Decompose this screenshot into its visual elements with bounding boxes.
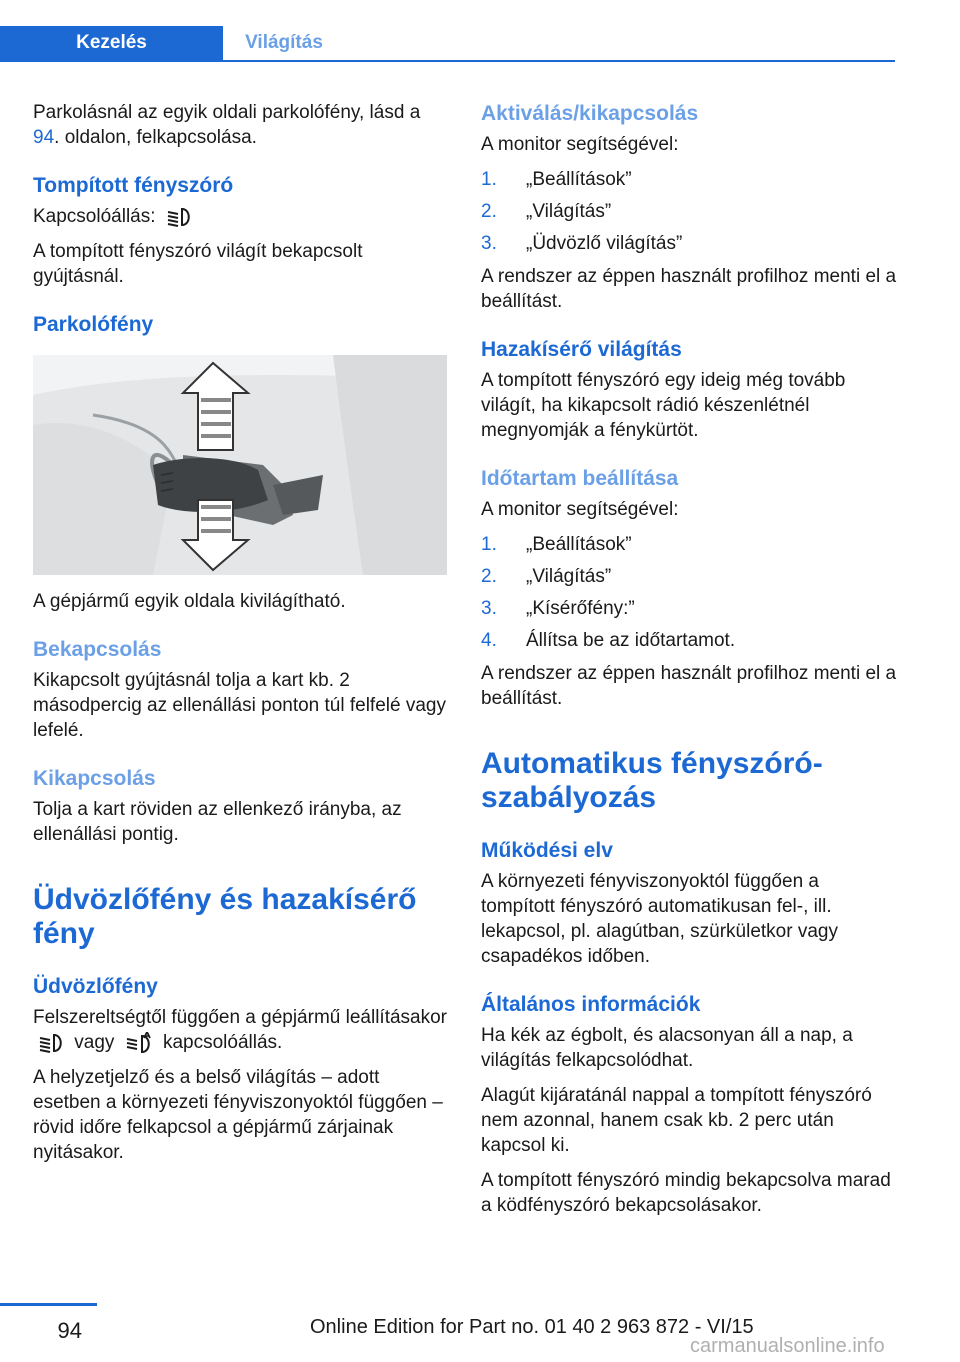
bekapcsolas-heading: Bekapcsolás [33, 638, 162, 661]
tab-kezeles[interactable]: Kezelés [0, 26, 223, 60]
idotartam-note: A rendszer az éppen használt profilhoz menti el a beállítást. [481, 663, 897, 709]
automatic-headlight-icon [124, 1032, 154, 1054]
aktivalas-note: A rendszer az éppen használt profilhoz menti el a beállítást. [481, 266, 897, 312]
edition-text: Online Edition for Part no. 01 40 2 963 872 - VI/15 [310, 1316, 754, 1338]
mukodesi-heading: Működési elv [481, 839, 613, 862]
page-number: 94 [57, 1318, 82, 1343]
list-item: 4. Állítsa be az időtartamot. [481, 630, 736, 651]
mukodesi-text: A környezeti fényviszonyoktól függően a tompított fényszóró automatikusan fel-, ill. lekapcsol, pl. alagútban, szürkületkor vagy csapadékos időben. [481, 871, 838, 967]
right-column [481, 100, 897, 1228]
header-rule [0, 60, 895, 62]
low-beam-icon [165, 207, 193, 227]
altalanos-text-2: Alagút kijáratánál nappal a tompított fényszóró nem azonnal, hanem csak kb. 2 perc után kapcsol ki. [481, 1085, 872, 1156]
udvozlo-main-heading: Üdvözlőfény és hazakísérő fény [33, 883, 417, 950]
idotartam-intro: A monitor segítségével: [481, 499, 679, 520]
udvozlofeny-text-2: A helyzetjelző és a belső világítás – adott esetben a környezeti fényviszonyoktól függően – rövid időre felkapcsol a gépjármű zárjainak nyitásakor. [33, 1067, 443, 1163]
lever-illustration [33, 355, 447, 575]
list-item: 3. „Kísérőfény:” [481, 598, 635, 619]
altalanos-text-3: A tompított fényszóró mindig bekapcsolva marad a ködfényszóró bekapcsolásakor. [481, 1170, 891, 1216]
left-column [33, 100, 447, 1175]
hazakisero-text: A tompított fényszóró egy ideig még tovább világít, ha kikapcsolt rádió készenlétnél megnyomják a fénykürtöt. [481, 370, 846, 441]
tompitott-switch: Kapcsolóállás: [33, 204, 447, 229]
footer-rule [0, 1303, 97, 1306]
list-item: 1. „Beállítások” [481, 534, 632, 555]
watermark: carmanualsonline.info [690, 1335, 885, 1357]
altalanos-text-1: Ha kék az égbolt, és alacsonyan áll a nap, a világítás felkapcsolódhat. [481, 1025, 853, 1071]
tompitott-text: A tompított fényszóró világít bekapcsolt gyújtásnál. [33, 241, 363, 287]
kikapcsolas-heading: Kikapcsolás [33, 767, 156, 790]
bekapcsolas-text: Kikapcsolt gyújtásnál tolja a kart kb. 2 másodpercig az ellenállási ponton túl felfelé vagy lefelé. [33, 670, 446, 741]
list-item: 2. „Világítás” [481, 201, 612, 222]
intro-paragraph: Parkolásnál az egyik oldali parkolófény, lásd a 94. oldalon, felkapcsolása. [33, 102, 421, 148]
list-item: 1. „Beállítások” [481, 169, 632, 190]
low-beam-icon [37, 1033, 65, 1053]
page-header [0, 0, 960, 62]
aktivalas-intro: A monitor segítségével: [481, 134, 679, 155]
idotartam-heading: Időtartam beállítása [481, 467, 679, 490]
tompitott-heading: Tompított fényszóró [33, 174, 234, 197]
list-item: 3. „Üdvözlő világítás” [481, 233, 683, 254]
parkolofeny-heading: Parkolófény [33, 313, 154, 336]
idotartam-steps [481, 532, 897, 653]
tab-vilagitas[interactable]: Világítás [245, 32, 323, 53]
altalanos-heading: Általános információk [481, 993, 701, 1016]
aktivalas-heading: Aktiválás/kikapcsolás [481, 102, 699, 125]
auto-main-heading: Automatikus fényszóró-szabályozás [481, 747, 823, 814]
udvozlofeny-heading: Üdvözlőfény [33, 975, 158, 998]
udvozlofeny-text: Felszereltségtől függően a gépjármű leállításakor vagy kapcsolóállás. [33, 1007, 448, 1053]
kikapcsolas-text: Tolja a kart röviden az ellenkező irányba, az ellenállási pontig. [33, 799, 402, 845]
hazakisero-heading: Hazakísérő világítás [481, 338, 682, 361]
figure-caption: A gépjármű egyik oldala kivilágítható. [33, 591, 346, 612]
aktivalas-steps [481, 167, 897, 256]
list-item: 2. „Világítás” [481, 566, 612, 587]
page-link[interactable]: 94 [33, 127, 55, 148]
